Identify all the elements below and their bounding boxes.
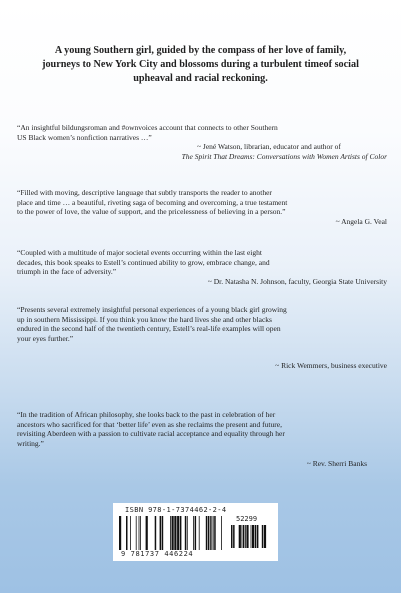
headline-line: journeys to New York City and blossoms during a turbulent timeof social bbox=[42, 59, 359, 70]
barcode-bar bbox=[195, 516, 197, 550]
quote-line: ancestors who sacrificed for that ‘better life’ even as she reclaims the present and future, bbox=[17, 419, 282, 429]
barcode-bar bbox=[211, 516, 212, 550]
quote-line: decades, this book speaks to Estell’s continued ability to grow, embrace change, and bbox=[17, 257, 270, 267]
ean-number: 9 781737 446224 bbox=[121, 550, 194, 558]
barcode-bar bbox=[206, 516, 208, 550]
quote-attribution: ~ Rick Wemmers, business executive bbox=[275, 361, 387, 371]
barcode-bar bbox=[180, 516, 182, 550]
isbn-label: ISBN 978-1-7374462-2-4 bbox=[125, 506, 227, 514]
quote-line: triumph in the face of adversity.” bbox=[17, 267, 117, 277]
barcode-bar bbox=[255, 525, 256, 548]
barcode-bar bbox=[252, 525, 254, 548]
barcode-bar bbox=[177, 516, 179, 550]
headline-blurb bbox=[22, 44, 379, 86]
barcode-bar bbox=[130, 516, 131, 550]
barcode-bar bbox=[187, 516, 188, 550]
quote-line: revisiting Aberdeen with a passion to cultivate racial acceptance and equality through her bbox=[17, 429, 285, 439]
quote-line: “Coupled with a multitude of major societal events occurring within the last eight bbox=[17, 248, 262, 257]
quote-line: endured in the second half of the twentieth century, Estell’s real-life examples will open bbox=[17, 324, 281, 334]
barcode-bar bbox=[160, 516, 162, 550]
barcode-bar bbox=[210, 516, 211, 550]
review-quote-johnson bbox=[17, 248, 387, 286]
barcode-bar bbox=[208, 516, 210, 550]
barcode-bar bbox=[245, 525, 246, 548]
isbn-barcode bbox=[113, 503, 278, 561]
barcode-bar bbox=[251, 525, 252, 548]
ean-barcode-bars bbox=[119, 516, 227, 550]
barcode-bar bbox=[119, 516, 121, 550]
barcode-bar bbox=[231, 525, 233, 548]
barcode-bar bbox=[214, 516, 216, 550]
barcode-bar bbox=[155, 516, 157, 550]
barcode-bar bbox=[185, 516, 187, 550]
barcode-bar bbox=[126, 516, 128, 550]
quote-line: US Black women’s nonfiction narratives …” bbox=[17, 132, 152, 142]
barcode-bar bbox=[193, 516, 194, 550]
price-code: 52299 bbox=[236, 515, 258, 523]
barcode-bar bbox=[146, 516, 148, 550]
quote-line: up in southern Mississippi. If you think you know the hard lives she and other blacks bbox=[17, 314, 272, 324]
barcode-bar bbox=[162, 516, 164, 550]
review-quote-wemmers bbox=[17, 305, 387, 371]
barcode-bar bbox=[246, 525, 248, 548]
quote-attribution: ~ Jené Watson, librarian, educator and author of bbox=[197, 142, 341, 152]
barcode-bar bbox=[233, 525, 235, 548]
barcode-bar bbox=[170, 516, 171, 550]
headline-line: A young Southern girl, guided by the compass of her love of family, bbox=[54, 45, 347, 56]
quote-line: to the power of love, the value of support, and the pricelessness of believing in a person.” bbox=[17, 207, 286, 217]
barcode-bar bbox=[243, 525, 245, 548]
barcode-bar bbox=[172, 516, 174, 550]
barcode-bar bbox=[139, 516, 140, 550]
quote-line: “Filled with moving, descriptive language that subtly transports the reader to another bbox=[17, 188, 272, 197]
review-quote-watson bbox=[17, 123, 387, 161]
barcode-bar bbox=[213, 516, 214, 550]
quote-book-title: The Spirit That Dreams: Conversations with Women Artists of Color bbox=[181, 151, 387, 161]
quote-line: writing.” bbox=[17, 438, 44, 448]
quote-attribution: ~ Dr. Natasha N. Johnson, faculty, Georgia State University bbox=[207, 276, 387, 286]
quote-line: your eyes further.” bbox=[17, 333, 74, 343]
quote-line: “In the tradition of African philosophy, she looks back to the past in celebration of her bbox=[17, 410, 276, 419]
barcode-bar bbox=[242, 525, 243, 548]
barcode-bar bbox=[136, 516, 137, 550]
barcode-bar bbox=[262, 525, 264, 548]
quote-line: place and time … a beautiful, riveting saga of becoming and overcoming, a true testament bbox=[17, 197, 288, 207]
barcode-bar bbox=[199, 516, 200, 550]
review-quote-banks bbox=[17, 410, 387, 469]
barcode-bar bbox=[174, 516, 176, 550]
barcode-bar bbox=[264, 525, 266, 548]
price-barcode-bars bbox=[231, 525, 269, 548]
barcode-bar bbox=[140, 516, 141, 550]
quote-line: “Presents several extremely insightful personal experiences of a young black girl growing bbox=[17, 305, 287, 314]
quote-attribution: ~ Angela G. Veal bbox=[335, 216, 387, 226]
headline-line: upheaval and racial reckoning. bbox=[133, 73, 268, 84]
quote-line: “An insightful bildungsroman and #ownvoices account that connects to other Southern bbox=[17, 123, 278, 132]
barcode-bar bbox=[257, 525, 259, 548]
review-quote-veal bbox=[17, 188, 387, 226]
quote-attribution: ~ Rev. Sherri Banks bbox=[306, 459, 367, 469]
barcode-bar bbox=[221, 516, 222, 550]
barcode-bar bbox=[239, 525, 241, 548]
